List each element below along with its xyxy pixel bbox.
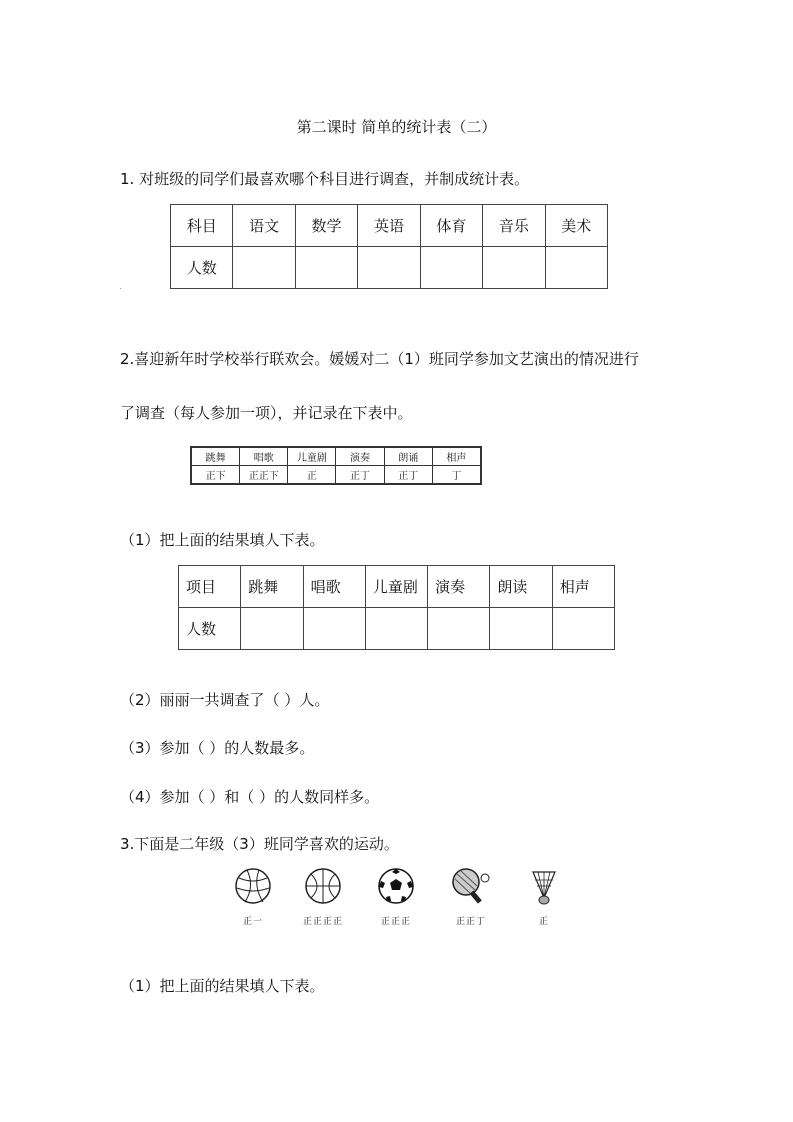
blank-cell[interactable] xyxy=(552,608,614,650)
blank-cell[interactable] xyxy=(428,608,490,650)
tally-mark-cell: 正正下 xyxy=(240,466,288,485)
soccer-ball-item xyxy=(365,866,427,927)
table-header-cell: 数学 xyxy=(295,205,357,247)
table-header-cell: 体育 xyxy=(420,205,482,247)
table-header-cell: 语文 xyxy=(233,205,295,247)
question-2-sub2: （2）丽丽一共调查了（ ）人。 xyxy=(120,691,330,709)
table-header-cell: 项目 xyxy=(179,566,241,608)
tally-header-cell: 相声 xyxy=(432,447,481,466)
table-header-cell: 音乐 xyxy=(483,205,545,247)
tally-header-cell: 朗诵 xyxy=(384,447,432,466)
table-header-cell: 唱歌 xyxy=(303,566,365,608)
subject-table xyxy=(170,204,608,289)
question-1-text: 1. 对班级的同学们最喜欢哪个科目进行调查，并制成统计表。 xyxy=(120,170,530,188)
shuttlecock-tally: 正 xyxy=(538,917,549,927)
performance-table xyxy=(178,565,615,650)
tally-header-cell: 儿童剧 xyxy=(288,447,336,466)
tally-mark-cell: 正丁 xyxy=(384,466,432,485)
stray-dot xyxy=(120,288,121,289)
blank-cell[interactable] xyxy=(233,247,295,289)
table-row xyxy=(179,566,615,608)
volleyball-tally: 正一 xyxy=(242,917,263,927)
blank-cell[interactable] xyxy=(545,247,607,289)
table-header-cell: 演奏 xyxy=(428,566,490,608)
blank-cell[interactable] xyxy=(420,247,482,289)
blank-cell[interactable] xyxy=(358,247,420,289)
basketball-tally: 正正正正 xyxy=(302,917,343,927)
question-2-text-line2: 了调查（每人参加一项），并记录在下表中。 xyxy=(120,404,413,422)
question-3-sub1: （1）把上面的结果填人下表。 xyxy=(120,977,325,995)
tally-header-cell: 演奏 xyxy=(336,447,384,466)
table-header-cell: 跳舞 xyxy=(241,566,303,608)
tally-mark-cell: 正 xyxy=(288,466,336,485)
page-title: 第二课时 简单的统计表（二） xyxy=(296,118,497,136)
table-header-cell: 朗读 xyxy=(490,566,552,608)
table-row xyxy=(191,466,481,485)
basketball-icon xyxy=(303,866,343,906)
question-2-sub3: （3）参加（ ）的人数最多。 xyxy=(120,739,315,757)
ping-pong-tally: 正正丁 xyxy=(455,917,486,927)
question-2-sub4: （4）参加（ ）和（ ）的人数同样多。 xyxy=(120,788,380,806)
volleyball-icon xyxy=(233,866,273,906)
question-2-sub1: （1）把上面的结果填人下表。 xyxy=(120,531,325,549)
question-2-text-line1: 2.喜迎新年时学校举行联欢会。媛媛对二（1）班同学参加文艺演出的情况进行 xyxy=(120,350,639,368)
blank-cell[interactable] xyxy=(483,247,545,289)
table-row xyxy=(171,205,608,247)
soccer-ball-icon xyxy=(376,866,416,906)
tally-table xyxy=(190,446,482,485)
volleyball-item xyxy=(222,866,284,927)
tally-mark-cell: 正丁 xyxy=(336,466,384,485)
blank-cell[interactable] xyxy=(303,608,365,650)
blank-cell[interactable] xyxy=(490,608,552,650)
tally-mark-cell: 正下 xyxy=(191,466,240,485)
table-row xyxy=(179,608,615,650)
shuttlecock-item xyxy=(513,866,575,927)
blank-cell[interactable] xyxy=(295,247,357,289)
tally-mark-cell: 丁 xyxy=(432,466,481,485)
tally-header-cell: 唱歌 xyxy=(240,447,288,466)
ping-pong-icon xyxy=(449,866,493,906)
blank-cell[interactable] xyxy=(241,608,303,650)
table-row xyxy=(191,447,481,466)
question-3-text: 3.下面是二年级（3）班同学喜欢的运动。 xyxy=(120,835,399,853)
table-header-cell: 英语 xyxy=(358,205,420,247)
ping-pong-item xyxy=(440,866,502,927)
table-header-cell: 相声 xyxy=(552,566,614,608)
sports-tally-figure xyxy=(222,866,567,928)
basketball-item xyxy=(292,866,354,927)
table-header-cell: 美术 xyxy=(545,205,607,247)
table-header-cell: 科目 xyxy=(171,205,233,247)
soccer-ball-tally: 正正正 xyxy=(380,917,411,927)
blank-cell[interactable] xyxy=(365,608,427,650)
table-row xyxy=(171,247,608,289)
table-row-label: 人数 xyxy=(171,247,233,289)
shuttlecock-icon xyxy=(527,866,561,906)
tally-header-cell: 跳舞 xyxy=(191,447,240,466)
table-row-label: 人数 xyxy=(179,608,241,650)
table-header-cell: 儿童剧 xyxy=(365,566,427,608)
